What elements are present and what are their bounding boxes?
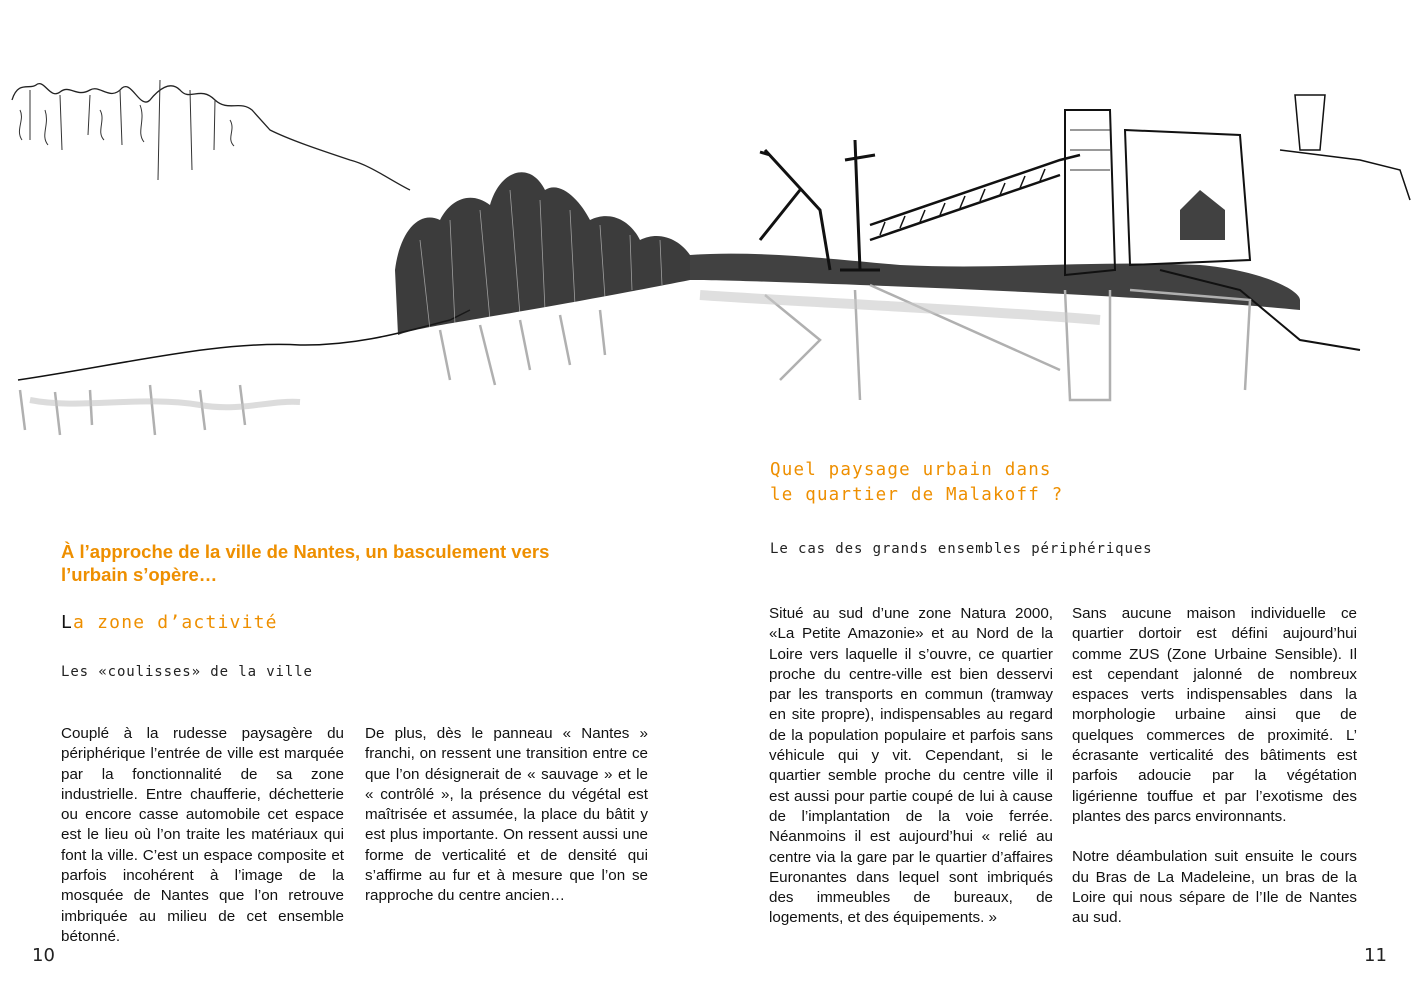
building-right bbox=[1125, 130, 1250, 265]
crane-right bbox=[840, 140, 880, 270]
section-title bbox=[61, 612, 278, 633]
crane-left bbox=[760, 150, 830, 270]
landscape-sketch bbox=[0, 40, 1417, 450]
page-number-left: 10 bbox=[32, 945, 55, 966]
right-heading-line-2: le quartier de Malakoff ? bbox=[770, 485, 1064, 505]
right-col2-paragraph-1: Sans aucune maison individuelle ce quartier dortoir est défini aujourd’hui comme ZUS (Zone Urbaine Sensible). Il est cependant jalonné de nombreux espaces verts indispensables dans la morphologie urbaine ainsi que de quelques commerces de proximité. L’ écrasante verticalité des bâtiments est parfois adoucie par la végétation ligérienne touffue et par l’exotisme des plantes des parcs environnants. bbox=[1072, 605, 1357, 825]
section-title-initial: L bbox=[61, 612, 74, 633]
left-column-1 bbox=[61, 724, 344, 947]
left-treeline bbox=[12, 84, 410, 190]
left-col2-text: De plus, dès le panneau « Nantes » franchi, on ressent une transition entre ce que l’on désignerait de « sauvage » et le « contrôlé », la présence du végétal est maîtrisée et assumée, la place du bâtit y est plus importante. On ressent aussi une forme de verticalité et de densité qui s’affirme au fur et à mesure que l’on se rapproche du centre ancien… bbox=[365, 725, 648, 905]
left-subtitle: Les «coulisses» de la ville bbox=[61, 664, 313, 680]
water-reflection bbox=[20, 285, 1250, 435]
page-number-right: 11 bbox=[1364, 945, 1387, 966]
right-heading-line-1: Quel paysage urbain dans bbox=[770, 460, 1052, 480]
conveyor bbox=[870, 155, 1080, 240]
right-page-heading bbox=[770, 458, 1190, 508]
tower bbox=[1065, 110, 1115, 275]
left-column-2 bbox=[365, 724, 648, 907]
right-col1-text: Situé au sud d’une zone Natura 2000, «La Petite Amazonie» et au Nord de la Loire vers laquelle il s’ouvre, ce quartier proche du centre-ville est bien desservi par les transports en commun (tramway en site propre), indispensables au regard de la population populaire et parfois sans véhicule qui y vit. Cependant, si le quartier semble proche du centre ville il est aussi pour partie coupé de lui à cause de l’implantation de la voie ferrée. Néanmoins il est aujourd’hui « relié au centre via la gare par le quartier d’affaires Euronantes dans lequel sont imbriqués des immeubles de bureaux, de logements, et des équipements. » bbox=[769, 605, 1053, 927]
right-column-2 bbox=[1072, 604, 1357, 928]
right-col2-paragraph-2: Notre déambulation suit ensuite le cours du Bras de La Madeleine, un bras de la Loire qui nous sépare de l’Ile de Nantes au sud. bbox=[1072, 848, 1357, 927]
section-title-rest: a zone d’activité bbox=[73, 612, 278, 633]
right-column-1 bbox=[769, 604, 1053, 929]
left-col1-text: Couplé à la rudesse paysagère du périphérique l’entrée de ville est marquée par la fonctionnalité de sa zone industrielle. Entre chaufferie, déchetterie ou encore casse automobile cet espace est le lieu où l’on traite les matériaux qui font la ville. C’est un espace composite et parfois incohérent à l’image de la mosquée de Nantes que l’on retrouve imbriquée au milieu de cet ensemble bétonné. bbox=[61, 725, 344, 945]
right-subtitle: Le cas des grands ensembles périphériques bbox=[770, 541, 1153, 557]
left-page-heading: À l’approche de la ville de Nantes, un basculement vers l’urbain s’opère… bbox=[61, 541, 550, 585]
right-structure bbox=[1280, 95, 1410, 200]
